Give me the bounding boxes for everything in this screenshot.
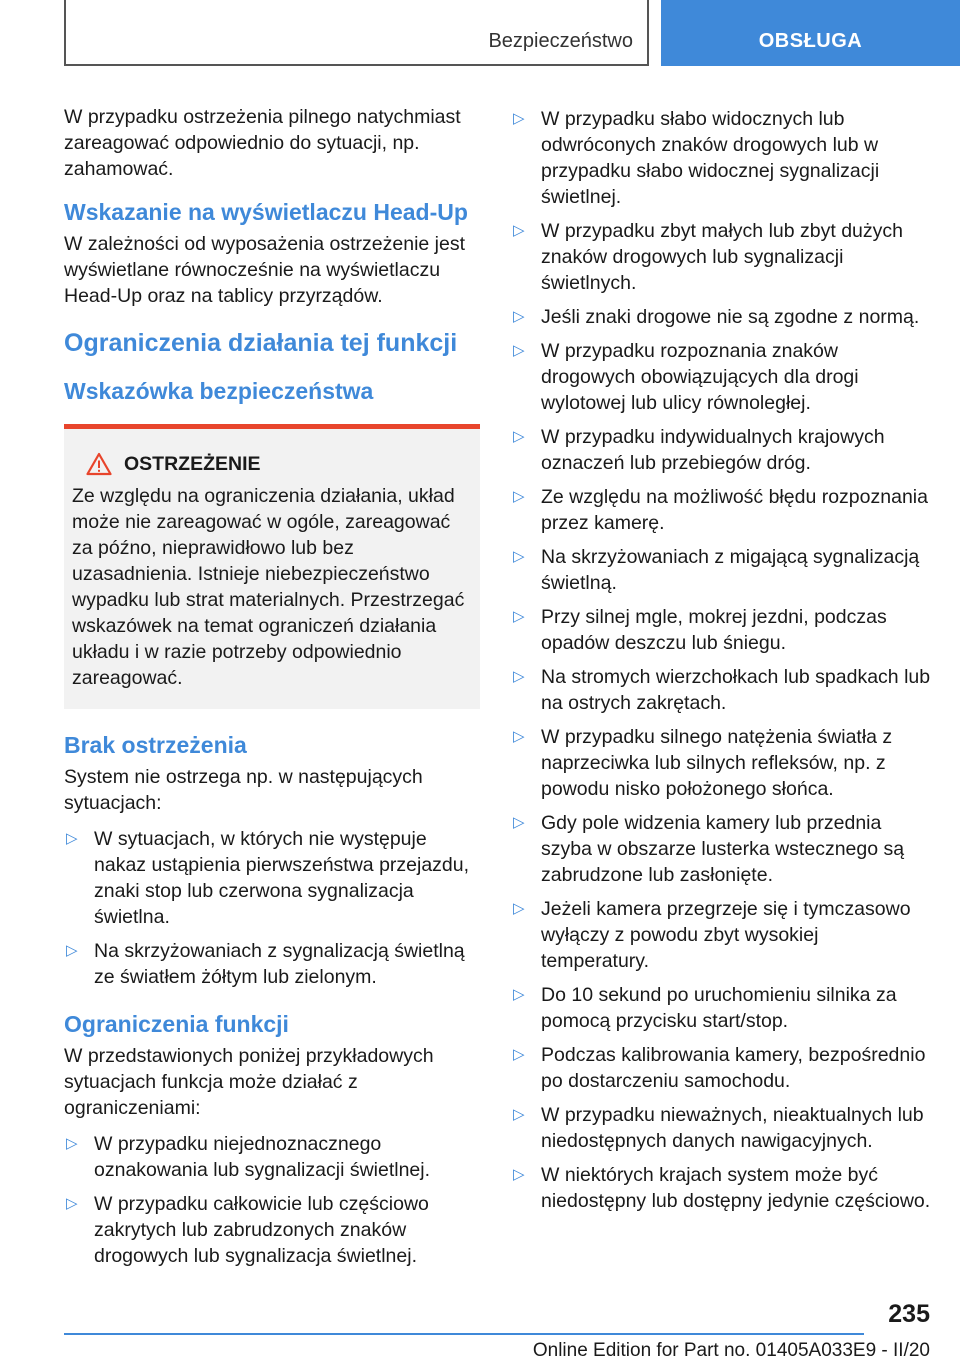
list-item: ▷ W przypadku zbyt małych lub zbyt dużych znaków drogowych lub sygnalizacji świetlnych. [513,220,903,294]
triangle-bullet-icon: ▷ [513,548,525,565]
no-warning-list [64,826,480,990]
function-limits-list [64,1131,480,1269]
right-list [511,106,931,1214]
chapter-label: OBSŁUGA [758,30,863,52]
section-tab [64,0,649,66]
list-item: ▷ W przypadku silnego natężenia światła z naprzeciwka lub silnych refleksów, np. z powodu nisko położonego słońca. [513,726,893,800]
triangle-bullet-icon: ▷ [513,308,525,325]
list-item: ▷ Na skrzyżowaniach z sygnalizacją świetlną ze światłem żółtym lub zielonym. [66,940,465,988]
no-warning-paragraph: System nie ostrzega np. w następujących sytuacjach: [64,766,423,814]
hud-heading: Wskazanie na wyświetlaczu Head-Up [64,199,468,225]
triangle-bullet-icon: ▷ [513,668,525,685]
left-column [64,104,480,1283]
no-warning-heading: Brak ostrzeżenia [64,732,247,758]
function-limits-paragraph: W przedstawionych poniżej przykładowych sytuacjach funkcja może działać z ograniczeniami: [64,1045,434,1119]
triangle-bullet-icon: ▷ [66,942,78,959]
triangle-bullet-icon: ▷ [513,900,525,917]
chapter-tab[interactable] [661,0,960,66]
triangle-bullet-icon: ▷ [513,1106,525,1123]
warning-box [64,424,480,709]
triangle-bullet-icon: ▷ [513,110,525,127]
list-item: ▷ Podczas kalibrowania kamery, bezpośrednio po dostarczeniu samochodu. [513,1044,926,1092]
section-label: Bezpieczeństwo [488,30,633,52]
list-item: ▷ Gdy pole widzenia kamery lub przednia szyba w obszarze lusterka wstecznego są zabrudzone lub zasłonięte. [513,812,905,886]
hud-paragraph: W zależności od wyposażenia ostrzeżenie jest wyświetlane równocześnie na wyświetlaczu Head-Up oraz na tablicy przyrządów. [64,233,466,307]
list-item: ▷ Do 10 sekund po uruchomieniu silnika za pomocą przycisku start/stop. [513,984,897,1032]
triangle-bullet-icon: ▷ [66,1195,78,1212]
warning-title [86,451,472,477]
warning-body: Ze względu na ograniczenia działania, układ może nie zareagować w ogóle, zareagować za późno, nieprawidłowo lub bez uzasadnienia. Istnieje niebezpieczeństwo wypadku lub strat materialnych. Przestrzegać wskazówek na temat ograniczeń działania układu i w razie potrzeby odpowiednio zareagować. [72,485,465,689]
list-item: ▷ Na skrzyżowaniach z migającą sygnalizacją świetlną. [513,546,920,594]
intro-paragraph: W przypadku ostrzeżenia pilnego natychmiast zareagować odpowiednio do sytuacji, np. zahamować. [64,106,461,180]
list-item: ▷ W przypadku całkowicie lub częściowo zakrytych lub zabrudzonych znaków drogowych lub sygnalizacja świetlnej. [66,1193,429,1267]
list-item: ▷ W przypadku nieważnych, nieaktualnych lub niedostępnych danych nawigacyjnych. [513,1104,924,1152]
triangle-bullet-icon: ▷ [513,1166,525,1183]
triangle-bullet-icon: ▷ [66,1135,78,1152]
list-item: ▷ W sytuacjach, w których nie występuje nakaz ustąpienia pierwszeństwa przejazdu, znaki stop lub czerwona sygnalizacja świetlna. [66,828,470,928]
list-item: ▷ Ze względu na możliwość błędu rozpoznania przez kamerę. [513,486,928,534]
page-number: 235 [888,1300,930,1328]
triangle-bullet-icon: ▷ [513,1046,525,1063]
right-column [511,106,931,1228]
edition-text: Online Edition for Part no. 01405A033E9 - II/20 [532,1340,930,1361]
triangle-bullet-icon: ▷ [513,986,525,1003]
triangle-bullet-icon: ▷ [513,814,525,831]
list-item: ▷ Na stromych wierzchołkach lub spadkach lub na ostrych zakrętach. [513,666,931,714]
list-item: ▷ W przypadku niejednoznacznego oznakowania lub sygnalizacji świetlnej. [66,1133,431,1181]
triangle-bullet-icon: ▷ [513,608,525,625]
function-limits-heading: Ograniczenia funkcji [64,1011,289,1037]
triangle-bullet-icon: ▷ [513,222,525,239]
triangle-bullet-icon: ▷ [66,830,78,847]
list-item: ▷ Jeśli znaki drogowe nie są zgodne z normą. [513,306,920,328]
safety-heading: Wskazówka bezpieczeństwa [64,378,374,404]
warning-triangle-icon [86,452,112,476]
triangle-bullet-icon: ▷ [513,342,525,359]
list-item: ▷ W niektórych krajach system może być niedostępny lub dostępny jedynie częściowo. [513,1164,931,1212]
list-item: ▷ W przypadku rozpoznania znaków drogowych obowiązujących dla drogi wylotowej lub ulicy równoległej. [513,340,859,414]
triangle-bullet-icon: ▷ [513,428,525,445]
list-item: ▷ W przypadku indywidualnych krajowych oznaczeń lub przebiegów dróg. [513,426,885,474]
triangle-bullet-icon: ▷ [513,728,525,745]
list-item: ▷ Przy silnej mgle, mokrej jezdni, podczas opadów deszczu lub śniegu. [513,606,887,654]
page-header [64,0,960,66]
list-item: ▷ W przypadku słabo widocznych lub odwróconych znaków drogowych lub w przypadku słabo widocznej sygnalizacji świetlnej. [513,108,880,208]
list-item: ▷ Jeżeli kamera przegrzeje się i tymczasowo wyłączy z powodu zbyt wysokiej temperatury. [513,898,911,972]
warning-title-text: OSTRZEŻENIE [124,453,261,475]
triangle-bullet-icon: ▷ [513,488,525,505]
limits-heading: Ograniczenia działania tej funkcji [64,329,458,357]
footer-divider [64,1333,864,1335]
